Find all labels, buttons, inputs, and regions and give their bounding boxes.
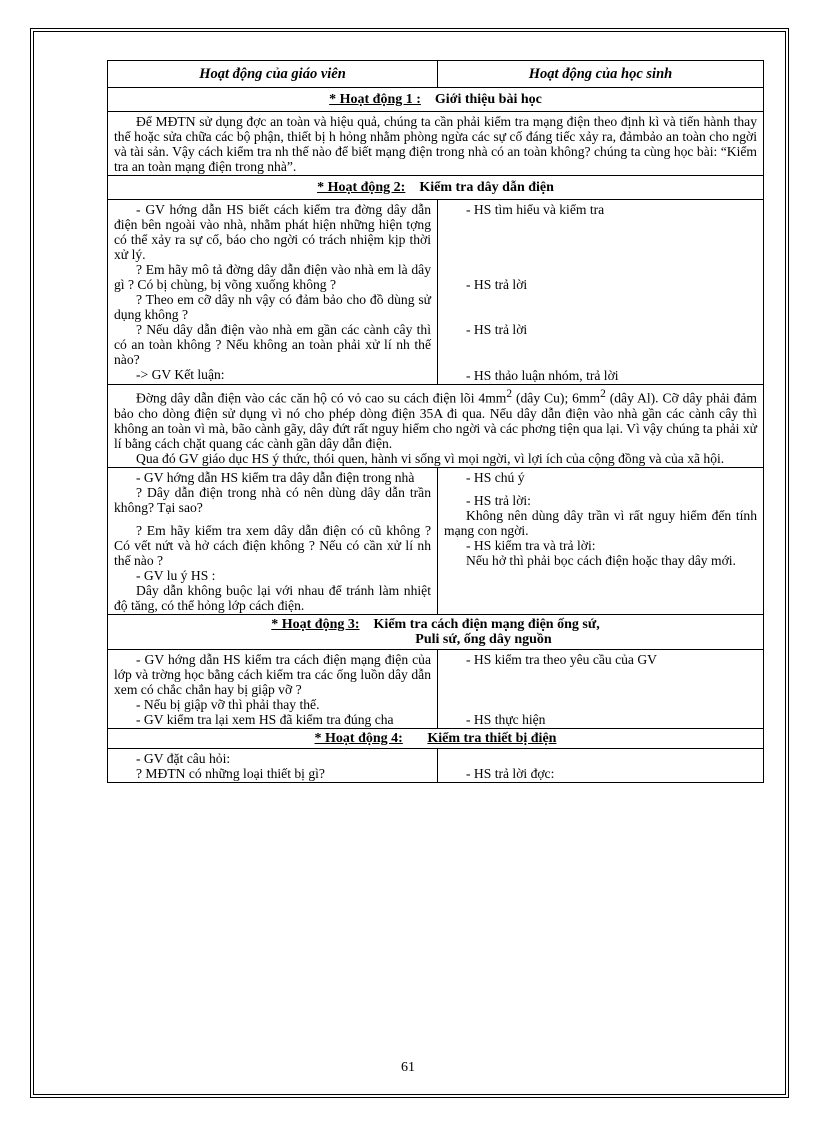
activity-4-body-row: [108, 748, 764, 782]
activity-3-body-row: [108, 649, 764, 728]
activity-2-student-cell: [438, 200, 764, 385]
page-number: 61: [401, 1060, 415, 1075]
teacher-question: ? Em hãy kiểm tra xem dây dẫn điện có cũ không ? Có vết nứt và hở cách điện không ? Nếu có cần xử lí nh thế nào ?: [114, 522, 431, 568]
student-step: - HS trả lời: [466, 322, 528, 337]
student-answer: Nếu hở thì phải bọc cách điện hoặc thay dây mới.: [466, 552, 736, 568]
teacher-question: ? Theo em cỡ dây nh vậy có đảm bảo cho đồ dùng sử dụng không ?: [114, 292, 431, 322]
teacher-step: - Nếu bị giập vỡ thì phải thay thế.: [136, 696, 320, 712]
activity-2-title: Kiểm tra dây dẫn điện: [419, 180, 554, 195]
activity-4-teacher-cell: [108, 748, 438, 782]
activity-1-title: Giới thiệu bài học: [434, 92, 542, 107]
activity-2-body-row: [108, 200, 764, 385]
activity-2-heading-row: [108, 176, 764, 200]
student-answer: Không nên dùng dây trần vì rất nguy hiểm đến tính mạng con ngời.: [444, 507, 757, 538]
activity-2-label: * Hoạt động 2:: [317, 180, 406, 195]
student-step: - HS thảo luận nhóm, trả lời: [466, 368, 619, 383]
teacher-question: ? Em hãy mô tả đờng dây dẫn điện vào nhà em là dây gì ? Có bị chùng, bị võng xuống không ?: [114, 262, 431, 292]
col-teacher-header: Hoạt động của giáo viên: [108, 61, 438, 88]
teacher-step: - GV hớng dẫn HS biết cách kiểm tra đờng dây dẫn điện bên ngoài vào nhà, nhằm phát hiện những hiện tợng có thể xảy ra sự cố, báo cho ngời có trách nhiệm kịp thời xử lý.: [114, 202, 431, 262]
teacher-step: - GV đặt câu hỏi:: [136, 750, 231, 766]
activity-3-title-line1: Kiểm tra cách điện mạng điện ống sứ,: [373, 616, 600, 632]
teacher-step: - GV kiểm tra lại xem HS đã kiểm tra đúng cha: [136, 711, 394, 727]
activity-3-student-cell: [438, 649, 764, 728]
activity-4-student-cell: [438, 748, 764, 782]
activity-3-title-line2: Puli sứ, ống dây nguồn: [415, 631, 552, 647]
student-step: - HS kiểm tra và trả lời:: [466, 537, 596, 553]
teacher-question: ? Nếu dây dẫn điện vào nhà em gần các cành cây thì có an toàn không ? Nếu không an toàn phải xử lí nh thế nào?: [114, 322, 431, 367]
conclusion-paragraph: Qua đó GV giáo dục HS ý thức, thói quen, hành vi sống vì mọi ngời, vì lợi ích của cộng đồng và của xã hội.: [136, 450, 725, 466]
teacher-question: ? MĐTN có những loại thiết bị gì?: [136, 765, 325, 781]
activity-2-body-row-2: [108, 467, 764, 614]
student-step: - HS chú ý: [466, 469, 525, 485]
teacher-step: - GV hớng dẫn HS kiểm tra cách điện mạng điện của lớp và trờng học bằng cách kiểm tra các ống luồn dây dẫn xem có chắc chắn hay bị giập vỡ ?: [114, 651, 431, 697]
teacher-note-label: - GV lu ý HS :: [136, 567, 216, 583]
activity-1-label: * Hoạt động 1 :: [329, 92, 421, 107]
activity-2-student-cell-2: [438, 467, 764, 614]
activity-4-heading-row: [108, 728, 764, 748]
teacher-note: Dây dẫn không buộc lại với nhau để tránh làm nhiệt độ tăng, có thể hỏng lớp cách điện.: [114, 582, 431, 613]
teacher-conclusion-label: -> GV Kết luận:: [136, 367, 225, 382]
student-step: - HS tìm hiểu và kiểm tra: [466, 202, 605, 217]
activity-3-teacher-cell: [108, 649, 438, 728]
activity-4-label: * Hoạt động 4:: [314, 730, 403, 746]
lesson-table: [107, 60, 764, 783]
student-step: - HS trả lời:: [466, 492, 531, 508]
col-student-header: Hoạt động của học sinh: [438, 61, 764, 88]
activity-4-title: Kiểm tra thiết bị điện: [427, 730, 557, 746]
activity-1-intro: Để MĐTN sử dụng đợc an toàn và hiệu quả, chúng ta cần phải kiểm tra mạng điện theo định kì và tiến hành thay thế hoặc sửa chữa các bộ phận, thiết bị h hỏng nhằm phòng ngừa các sự cố đáng tiếc xảy ra, đảmbảo an toàn cho ngời và tài sản. Vậy cách kiểm tra nh thế nào để biết mạng điện trong nhà có an toàn không? chúng ta cùng học bài: “Kiểm tra an toàn mạng điện trong nhà”.: [114, 114, 757, 174]
teacher-step: - GV hớng dẫn HS kiểm tra dây dẫn điện trong nhà: [136, 469, 415, 485]
teacher-question: ? Dây dẫn điện trong nhà có nên dùng dây dẫn trần không? Tại sao?: [114, 484, 431, 515]
conclusion-paragraph: Đờng dây dẫn điện vào các căn hộ có vỏ cao su cách điện lõi $4mm^2$ (dây Cu); $6mm^2$ (dây Al). Cỡ dây phải đảm bảo cho dòng điện sử dụng vì nó cho phép dòng điện 35A đi qua. Nếu dây dẫn điện vào nhà gần các cành cây thì không an toàn vì mà, bão cành gãy, dây đứt rất nguy hiểm cho ngời và các phơng tiện qua lại. Vì vậy chúng ta phải xử lí bằng cách chặt quang các cành gần dây dẫn điện.: [114, 388, 757, 451]
student-step: - HS trả lời: [466, 277, 528, 292]
activity-1-heading-row: [108, 88, 764, 112]
activity-2-teacher-cell: [108, 200, 438, 385]
activity-2-teacher-cell-2: [108, 467, 438, 614]
activity-3-label: * Hoạt động 3:: [271, 616, 360, 632]
activity-1-body-row: [108, 112, 764, 176]
student-step: - HS thực hiện: [466, 711, 546, 727]
student-step: - HS kiểm tra theo yêu cầu của GV: [466, 651, 658, 667]
student-step: - HS trả lời đợc:: [466, 765, 555, 781]
activity-2-conclusion-row: [108, 385, 764, 468]
table-header-row: [108, 61, 764, 88]
activity-3-heading-row: [108, 614, 764, 649]
